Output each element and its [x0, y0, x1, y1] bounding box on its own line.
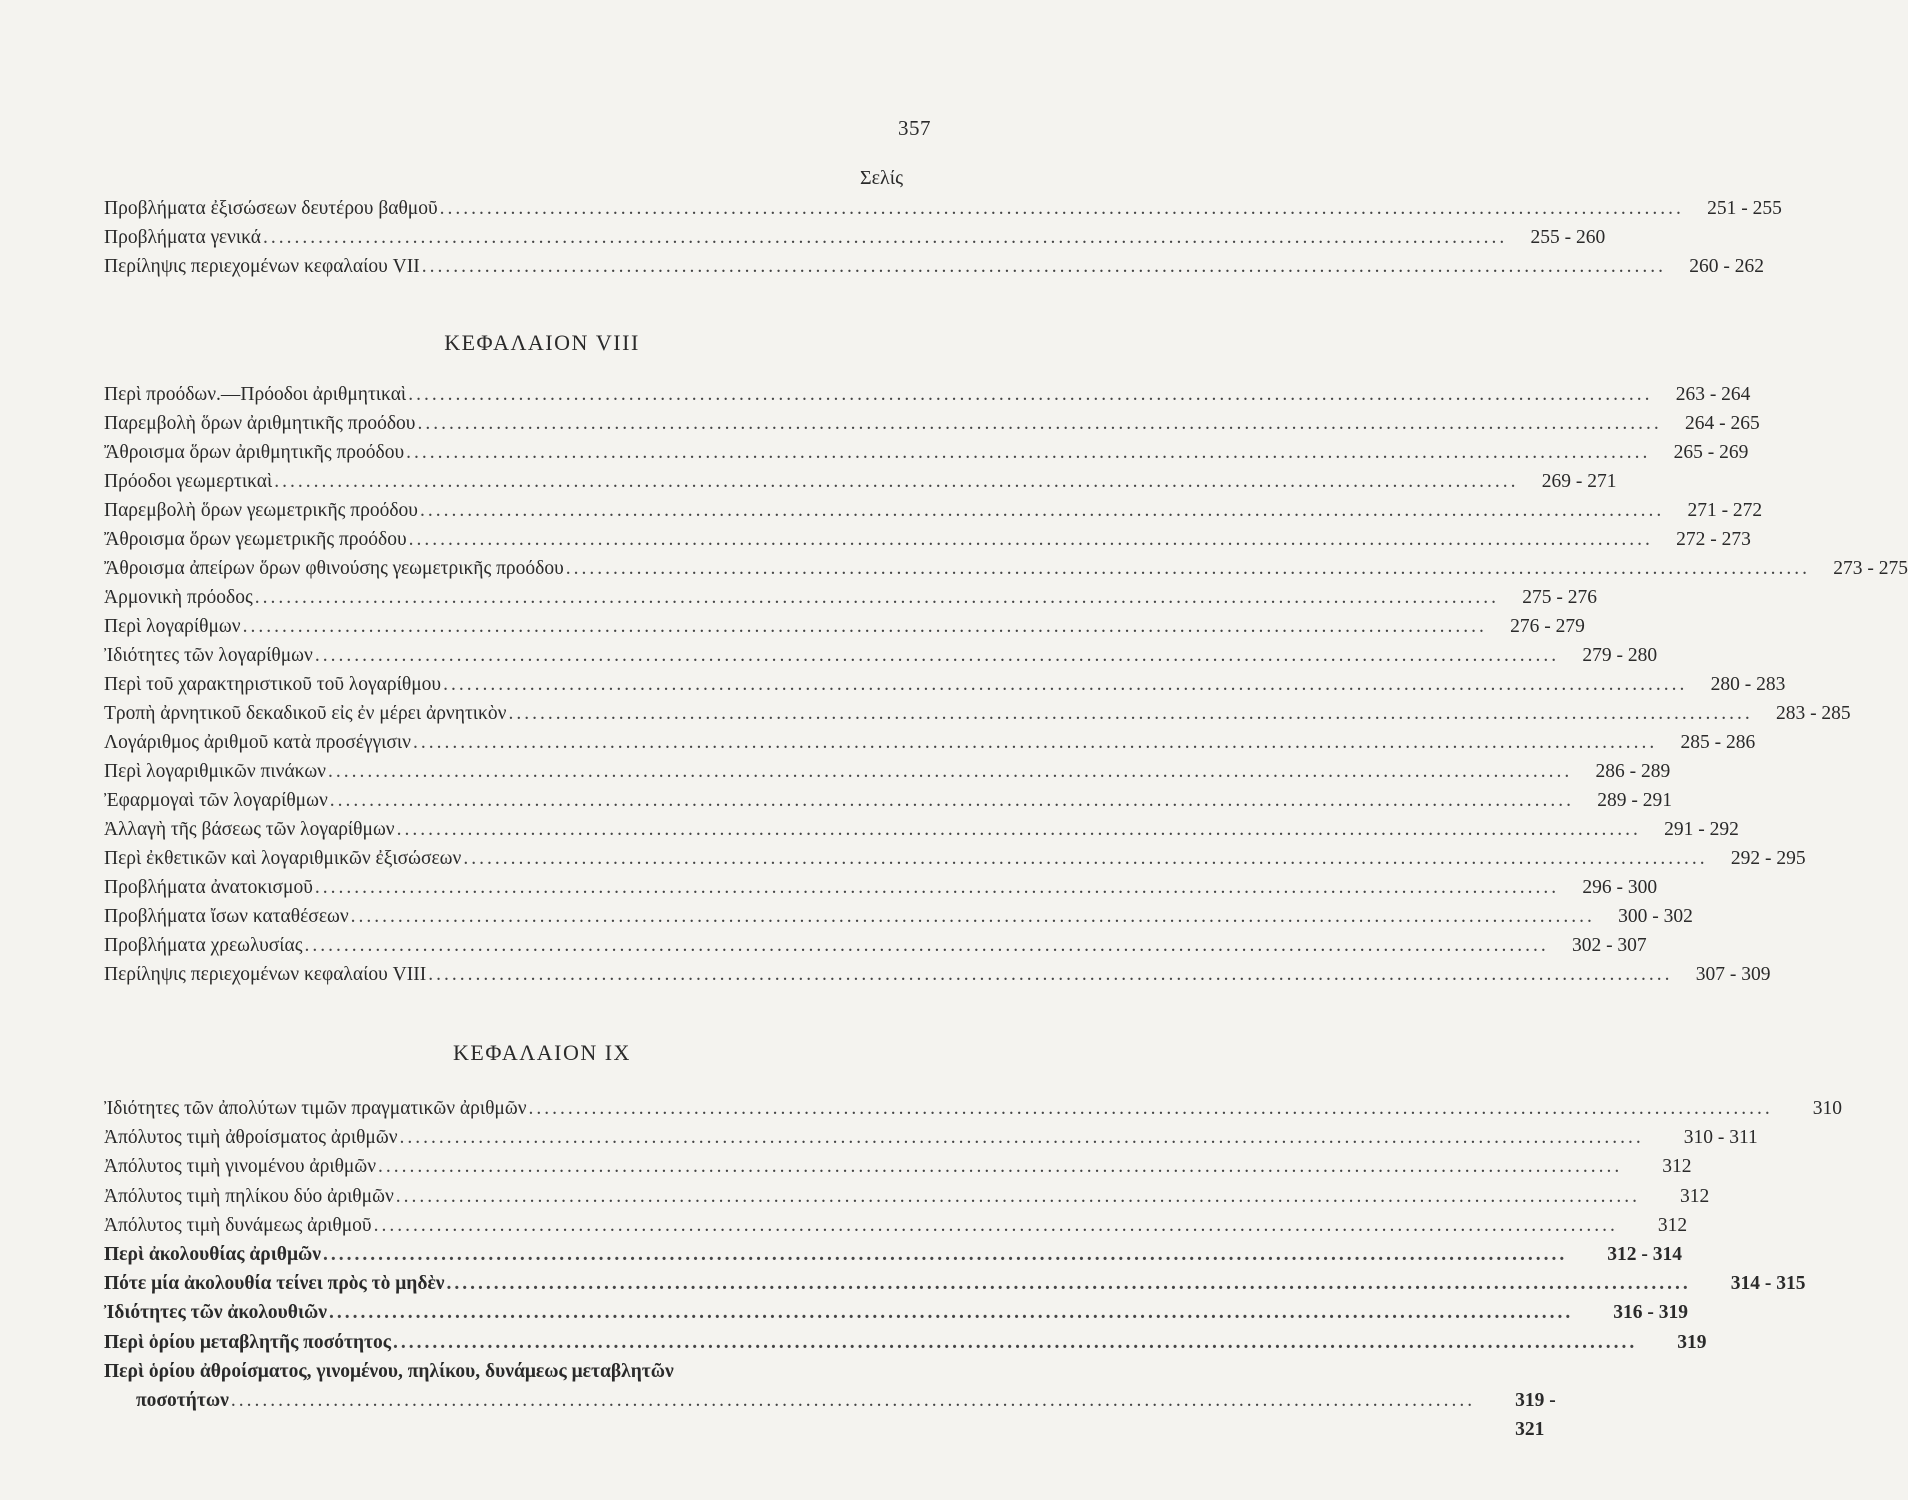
toc-entry-pages: 263 - 264 — [1675, 384, 1751, 405]
dot-leader: .............................................................................................................................................................. — [329, 790, 1575, 811]
toc-entry-title: Περὶ προόδων.—Πρόοδοι ἀριθμητικαὶ — [104, 384, 407, 405]
toc-entry-title-continued: ποσοτήτων — [136, 1389, 229, 1411]
toc-entry-title: Ἀπόλυτος τιμὴ γινομένου ἀριθμῶν — [104, 1156, 377, 1178]
toc-entry-title: Ἐφαρμογαὶ τῶν λογαρίθμων — [104, 790, 328, 811]
toc-entry-title: Ἄθροισμα ὅρων ἀριθμητικῆς προόδου — [104, 442, 405, 463]
dot-leader: .............................................................................................................................................................. — [322, 1243, 1568, 1265]
dot-leader: .............................................................................................................................................................. — [230, 1389, 1476, 1411]
toc-entry-title: Περὶ τοῦ χαρακτηριστικοῦ τοῦ λογαρίθμου — [104, 674, 442, 695]
toc-entry-title: Ἀπόλυτος τιμὴ δυνάμεως ἀριθμοῦ — [104, 1214, 372, 1236]
toc-entry-pages: 319 - 321 — [1515, 1389, 1556, 1440]
toc-entry-title: Περίληψις περιεχομένων κεφαλαίου VII — [104, 256, 420, 277]
dot-leader: .............................................................................................................................................................. — [565, 558, 1810, 579]
toc-entry-title: Ἰδιότητες τῶν ἀκολουθιῶν — [104, 1302, 327, 1324]
toc-entry — [104, 1123, 1758, 1152]
toc-entry-title: Προβλήματα ἀνατοκισμοῦ — [104, 877, 313, 898]
toc-entry-pages: 307 - 309 — [1695, 964, 1771, 985]
chapter-8-heading: ΚΕΦΑΛΑΙΟΝ VIII — [444, 330, 640, 355]
toc-entry-pages: 285 - 286 — [1680, 732, 1756, 753]
toc-entry-title: Περὶ λογαριθμικῶν πινάκων — [104, 761, 326, 782]
dot-leader: .............................................................................................................................................................. — [396, 819, 1641, 840]
dot-leader: .............................................................................................................................................................. — [395, 1185, 1641, 1207]
toc-entry-pages: 269 - 271 — [1541, 471, 1617, 492]
dot-leader: .............................................................................................................................................................. — [443, 674, 1688, 695]
toc-entry — [104, 1298, 1688, 1327]
dot-leader: .............................................................................................................................................................. — [399, 1127, 1644, 1149]
toc-entry-pages: 296 - 300 — [1582, 877, 1658, 898]
toc-entry-title: Περίληψις περιεχομένων κεφαλαίου VIII — [104, 964, 427, 985]
toc-entry-pages: 302 - 307 — [1571, 935, 1647, 956]
toc-entry-pages: 312 — [1680, 1185, 1710, 1207]
toc-entry — [104, 409, 1760, 438]
toc-chapter9 — [104, 1094, 1843, 1444]
dot-leader: .............................................................................................................................................................. — [314, 645, 1560, 666]
toc-entry-pages: 314 - 315 — [1730, 1273, 1806, 1295]
toc-chapter7-tail — [104, 194, 1782, 281]
toc-entry — [104, 438, 1749, 467]
toc-entry — [104, 554, 1908, 583]
toc-entry-pages: 276 - 279 — [1510, 616, 1585, 637]
toc-entry-title: Περὶ ἀκολουθίας ἀριθμῶν — [104, 1243, 321, 1265]
toc-entry-title: Παρεμβολὴ ὅρων γεωμετρικῆς προόδου — [104, 500, 418, 521]
toc-entry — [104, 223, 1606, 252]
toc-entry-title: Προβλήματα χρεωλυσίας — [104, 935, 303, 956]
toc-entry-title: Περὶ ὁρίου μεταβλητῆς ποσότητος — [104, 1331, 391, 1353]
toc-entry — [104, 496, 1763, 525]
toc-entry-title: Περὶ ἐκθετικῶν καὶ λογαριθμικῶν ἐξισώσεων — [104, 848, 462, 869]
toc-entry-pages: 271 - 272 — [1687, 500, 1763, 521]
toc-entry — [104, 252, 1764, 281]
toc-entry-pages: 251 - 255 — [1707, 198, 1782, 219]
toc-entry-title: Πότε μία ἀκολουθία τείνει πρὸς τὸ μηδὲν — [104, 1273, 445, 1295]
dot-leader: .............................................................................................................................................................. — [408, 384, 1653, 405]
toc-entry-pages: 280 - 283 — [1710, 674, 1786, 695]
dot-leader: .............................................................................................................................................................. — [254, 587, 1499, 608]
dot-leader: .............................................................................................................................................................. — [528, 1098, 1773, 1119]
pages-column-header: Σελίς — [860, 167, 904, 189]
toc-entry-pages: 273 - 275 — [1833, 558, 1908, 579]
dot-leader: .............................................................................................................................................................. — [242, 616, 1487, 637]
toc-entry-title: Ἁρμονικὴ πρόοδος — [104, 587, 253, 608]
toc-entry — [104, 1240, 1682, 1269]
dot-leader: .............................................................................................................................................................. — [393, 1331, 1638, 1353]
toc-entry-title: Ἀπόλυτος τιμὴ ἀθροίσματος ἀριθμῶν — [104, 1127, 398, 1149]
page-number: 357 — [898, 116, 931, 140]
toc-entry-pages: 265 - 269 — [1673, 442, 1749, 463]
toc-entry-pages: 300 - 302 — [1618, 906, 1693, 927]
dot-leader: .............................................................................................................................................................. — [419, 500, 1665, 521]
toc-entry — [104, 1094, 1843, 1123]
dot-leader: .............................................................................................................................................................. — [373, 1214, 1618, 1236]
toc-entry — [104, 873, 1658, 902]
toc-entry — [104, 728, 1756, 757]
toc-entry — [104, 757, 1671, 786]
toc-entry — [104, 815, 1739, 844]
toc-entry-pages: 291 - 292 — [1664, 819, 1739, 840]
toc-entry-pages: 316 - 319 — [1613, 1302, 1688, 1324]
toc-entry-title: Ἄθροισμα ἀπείρων ὅρων φθινούσης γεωμετρικῆς προόδου — [104, 558, 564, 579]
dot-leader: .............................................................................................................................................................. — [262, 227, 1508, 248]
toc-entry-pages: 310 - 311 — [1683, 1127, 1758, 1149]
toc-entry-title: Ἰδιότητες τῶν λογαρίθμων — [104, 645, 313, 666]
toc-entry-pages: 264 - 265 — [1684, 413, 1760, 434]
dot-leader: .............................................................................................................................................................. — [463, 848, 1708, 869]
toc-entry — [104, 467, 1617, 496]
toc-entry-pages: 289 - 291 — [1597, 790, 1673, 811]
toc-entry-title: Ἀλλαγὴ τῆς βάσεως τῶν λογαρίθμων — [104, 819, 395, 840]
toc-entry — [104, 1328, 1707, 1357]
toc-entry-pages: 279 - 280 — [1582, 645, 1658, 666]
toc-entry-title: Προβλήματα ἴσων καταθέσεων — [104, 906, 349, 927]
dot-leader: .............................................................................................................................................................. — [378, 1156, 1623, 1178]
toc-entry-title: Πρόοδοι γεωμερτικαὶ — [104, 471, 273, 492]
toc-entry — [104, 699, 1851, 728]
toc-entry — [104, 194, 1782, 223]
toc-entry-pages: 260 - 262 — [1689, 256, 1764, 277]
toc-entry-title: Ἄθροισμα ὅρων γεωμετρικῆς προόδου — [104, 529, 407, 550]
toc-entry-title: Τροπὴ ἀρνητικοῦ δεκαδικοῦ εἰς ἐν μέρει ἀρνητικὸν — [104, 703, 507, 724]
toc-entry-title: Περὶ ὁρίου ἀθροίσματος, γινομένου, πηλίκου, δυνάμεως μεταβλητῶν — [104, 1360, 674, 1382]
toc-entry-pages: 312 - 314 — [1607, 1243, 1682, 1265]
dot-leader: .............................................................................................................................................................. — [508, 703, 1753, 724]
toc-entry-title: Προβλήματα γενικά — [104, 227, 261, 248]
toc-entry-pages: 310 — [1812, 1098, 1843, 1119]
toc-entry-title: Λογάριθμος ἀριθμοῦ κατὰ προσέγγισιν — [104, 732, 411, 753]
dot-leader: .............................................................................................................................................................. — [328, 1302, 1574, 1324]
dot-leader: .............................................................................................................................................................. — [327, 761, 1573, 782]
toc-entry-pages: 283 - 285 — [1775, 703, 1851, 724]
dot-leader: .............................................................................................................................................................. — [428, 964, 1673, 985]
dot-leader: .............................................................................................................................................................. — [304, 935, 1549, 956]
toc-entry — [104, 1182, 1710, 1211]
dot-leader: .............................................................................................................................................................. — [350, 906, 1595, 927]
toc-entry-title: Προβλήματα ἐξισώσεων δευτέρου βαθμοῦ — [104, 198, 438, 219]
toc-entry-pages: 312 — [1657, 1214, 1688, 1236]
toc-entry — [104, 1211, 1688, 1240]
toc-entry-pages: 319 — [1677, 1331, 1707, 1353]
dot-leader: .............................................................................................................................................................. — [413, 732, 1658, 753]
toc-entry-pages: 312 — [1662, 1156, 1692, 1178]
chapter-9-heading: ΚΕΦΑΛΑΙΟΝ IX — [453, 1040, 631, 1065]
toc-entry — [104, 1152, 1692, 1181]
dot-leader: .............................................................................................................................................................. — [421, 256, 1666, 277]
dot-leader: .............................................................................................................................................................. — [406, 442, 1651, 463]
toc-entry — [104, 583, 1597, 612]
toc-entry-title: Ἀπόλυτος τιμὴ πηλίκου δύο ἀριθμῶν — [104, 1185, 394, 1207]
dot-leader: .............................................................................................................................................................. — [439, 198, 1684, 219]
toc-entry — [104, 931, 1647, 960]
toc-entry — [104, 670, 1786, 699]
toc-chapter8 — [104, 380, 1908, 989]
dot-leader: .............................................................................................................................................................. — [417, 413, 1662, 434]
toc-entry-title: Περὶ λογαρίθμων — [104, 616, 241, 637]
toc-entry — [104, 902, 1693, 931]
toc-entry — [104, 525, 1751, 554]
toc-entry-pages: 275 - 276 — [1522, 587, 1597, 608]
toc-entry — [104, 641, 1658, 670]
toc-entry — [104, 380, 1751, 409]
dot-leader: .............................................................................................................................................................. — [446, 1273, 1691, 1295]
toc-entry — [104, 612, 1585, 641]
dot-leader: .............................................................................................................................................................. — [408, 529, 1653, 550]
dot-leader: .............................................................................................................................................................. — [314, 877, 1560, 898]
toc-entry-pages: 286 - 289 — [1595, 761, 1671, 782]
toc-entry-title: Ἰδιότητες τῶν ἀπολύτων τιμῶν πραγματικῶν ἀριθμῶν — [104, 1098, 527, 1119]
toc-entry-multiline — [104, 1357, 1556, 1444]
toc-entry-title: Παρεμβολὴ ὅρων ἀριθμητικῆς προόδου — [104, 413, 416, 434]
toc-entry — [104, 786, 1673, 815]
dot-leader: .............................................................................................................................................................. — [274, 471, 1519, 492]
toc-entry — [104, 1269, 1806, 1298]
toc-entry — [104, 844, 1806, 873]
toc-entry-pages: 272 - 273 — [1676, 529, 1751, 550]
toc-entry-pages: 292 - 295 — [1730, 848, 1806, 869]
toc-entry — [104, 960, 1771, 989]
toc-entry-pages: 255 - 260 — [1530, 227, 1606, 248]
